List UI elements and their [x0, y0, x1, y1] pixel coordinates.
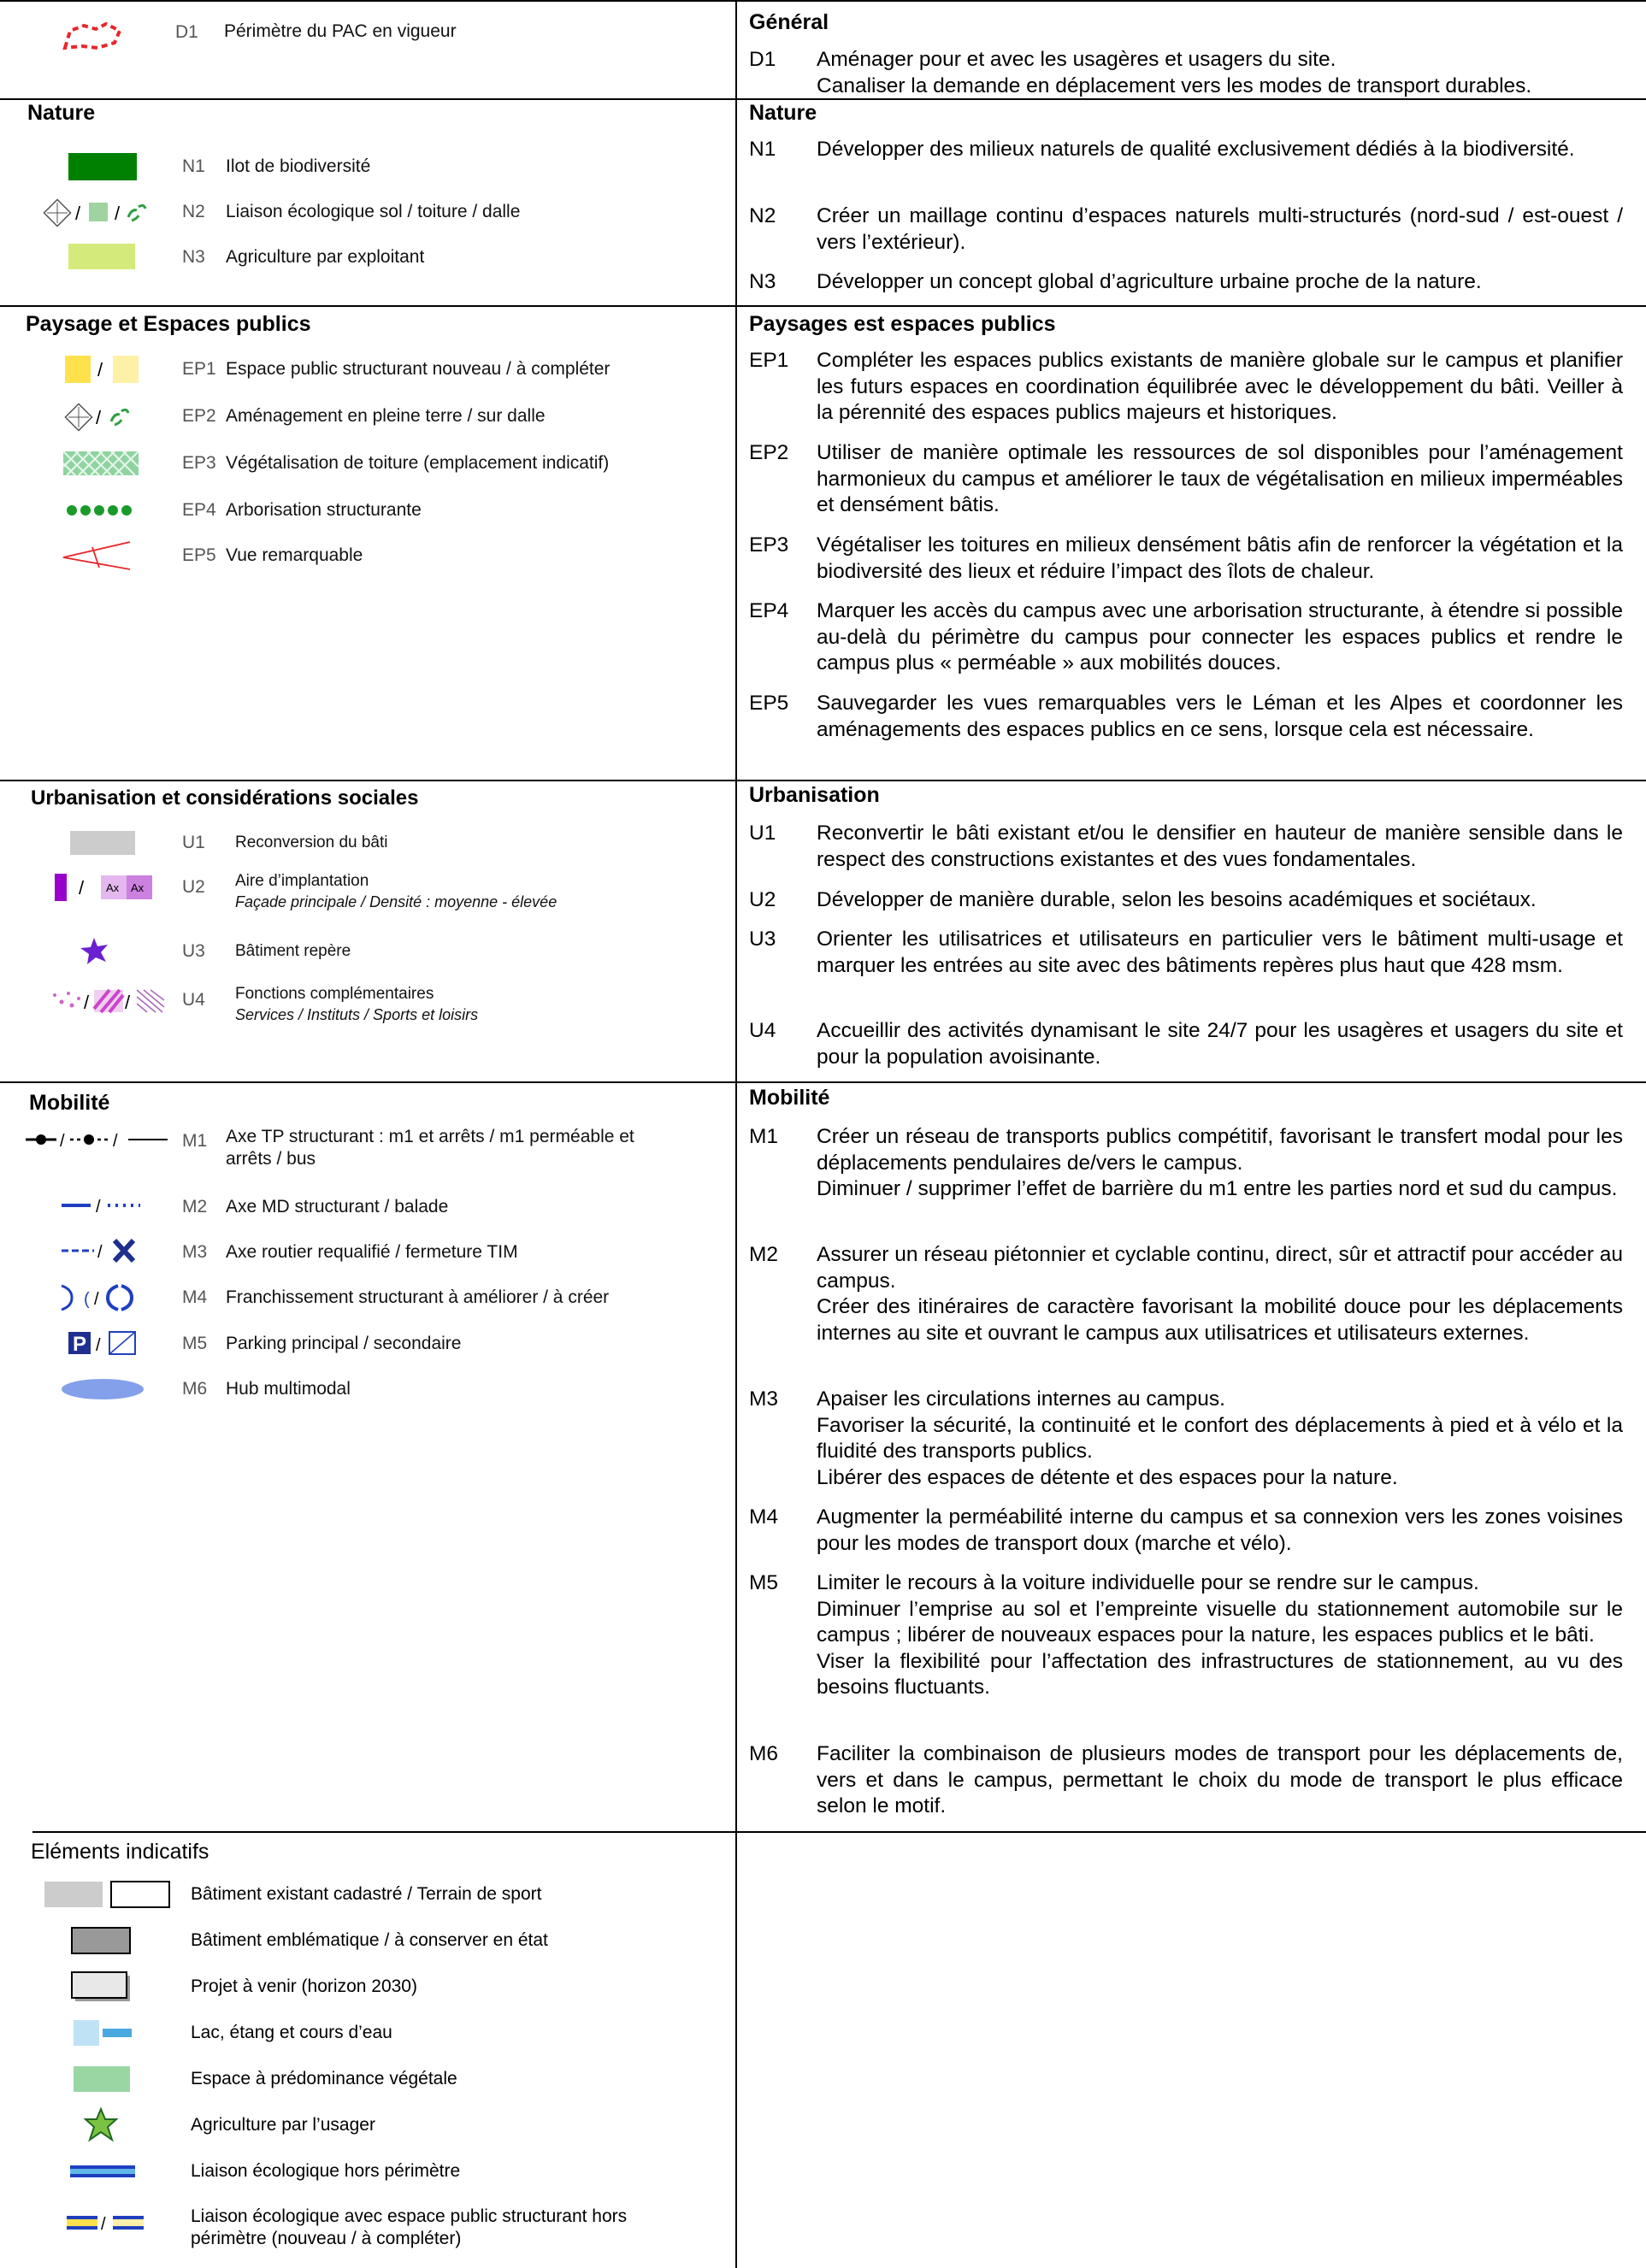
- rule: [32, 1831, 735, 1833]
- objective-code: U1: [749, 822, 776, 845]
- view-cone-icon: [60, 539, 145, 573]
- ground-planting-icon: [63, 399, 149, 433]
- objective-text: Reconvertir le bâti existant et/ou le densifier en hauteur de manière sensible dans le respect des constructions existantes et des vues fondamentales.: [817, 822, 1623, 871]
- objective-text: Végétaliser les toitures en milieux densément bâtis afin de renforcer la végétation et la biodiversité des lieux et réduire l’impact des îlots de chaleur.: [817, 533, 1623, 583]
- objective-text: Développer un concept global d’agriculture urbaine proche de la nature.: [817, 270, 1482, 293]
- objective-text: Utiliser de manière optimale les ressources de sol disponibles pour l’aménagement harmonieux du campus et améliorer le taux de végétalisation en milieux imperméables et densément bâtis.: [817, 441, 1623, 517]
- svg-text:/: /: [115, 203, 121, 224]
- legend-item-n1: [0, 150, 735, 184]
- objective-code: U4: [749, 1019, 776, 1042]
- indicative-label-line: périmètre (nouveau / à compléter): [191, 2229, 462, 2248]
- legend-item-u3: [0, 934, 735, 969]
- rule: [0, 305, 1646, 307]
- legend-code: U3: [182, 941, 205, 961]
- objective-code: U3: [749, 928, 776, 951]
- svg-text:/: /: [125, 992, 131, 1013]
- legend-code: U1: [182, 833, 205, 852]
- indicative-label: [191, 2206, 627, 2250]
- legend-label-main: Axe TP structurant : m1 et arrêts / m1 perméable et: [226, 1127, 634, 1146]
- transit-axis-icon: [24, 1124, 171, 1158]
- indicative-label: Agriculture par l’usager: [191, 2115, 375, 2135]
- svg-text:/: /: [84, 992, 90, 1013]
- objective-code: M3: [749, 1387, 779, 1411]
- objective-text: Marquer les accès du campus avec une arborisation structurante, à étendre si possible au-delà du périmètre du campus pour connecter les espaces publics et rendre le campus plus « perméable » aux mobilités douces.: [817, 599, 1623, 675]
- legend-item-m2: [0, 1190, 735, 1224]
- legend-code: D1: [175, 22, 198, 42]
- legend-code: M1: [182, 1131, 208, 1151]
- objective-code: M4: [749, 1505, 779, 1529]
- agriculture-star-icon: [82, 2107, 133, 2145]
- legend-label: [235, 870, 557, 911]
- legend-code: M2: [182, 1197, 208, 1216]
- legend-item-u1: [0, 826, 735, 860]
- legend-item-n3: [0, 240, 735, 274]
- green-roof-icon: [62, 446, 147, 480]
- objective-text: Faciliter la combinaison de plusieurs modes de transport pour les déplacements de, vers et dans le campus, permettant le choix du mode de transport le plus efficace selon le motif.: [817, 1742, 1623, 1818]
- section-title-mobilite: Mobilité: [29, 1091, 110, 1115]
- building-reconversion-swatch-icon: [68, 826, 145, 860]
- parking-letter: P: [73, 1333, 87, 1356]
- legend-item-ep2: [0, 399, 735, 433]
- indicative-item-agriculture-user: [0, 2107, 735, 2145]
- objective-code: EP1: [749, 349, 789, 372]
- legend-label: Espace public structurant nouveau / à compléter: [226, 359, 611, 379]
- ecological-link-icon: [43, 195, 154, 229]
- indicative-label: Espace à prédominance végétale: [191, 2069, 457, 2088]
- agriculture-swatch-icon: [67, 240, 139, 274]
- emblematic-building-icon: [70, 1923, 139, 1960]
- section-title-indicatifs: Eléments indicatifs: [31, 1840, 209, 1864]
- objective-code: EP4: [749, 599, 789, 622]
- objective-text: Orienter les utilisatrices et utilisateurs en particulier vers le bâtiment multi-usage et marquer les entrées au site avec des bâtiments repères plus haut que 428 msm.: [817, 928, 1623, 977]
- objective-text: Diminuer / supprimer l’effet de barrière du m1 entre les parties nord et sud du campus.: [817, 1177, 1618, 1201]
- svg-text:/: /: [96, 407, 102, 428]
- objective-text: Viser la flexibilité pour l’affectation des infrastructures de stationnement, au vu des besoins fluctuants.: [817, 1649, 1623, 1700]
- legend-code: M6: [182, 1379, 208, 1399]
- indicative-label-line: Liaison écologique avec espace public structurant hors: [191, 2206, 628, 2226]
- parking-icon: [67, 1327, 152, 1361]
- objective-text: Créer un réseau de transports publics compétitif, favorisant le transfert modal pour les déplacements pendulaires de/vers le campus.: [817, 1125, 1623, 1175]
- legend-code: M3: [182, 1242, 208, 1262]
- legend-item-m4: [0, 1281, 735, 1315]
- objective-code: M6: [749, 1742, 779, 1765]
- legend-item-u2: [0, 870, 735, 910]
- legend-item-m1: [0, 1124, 735, 1172]
- legend-label: [235, 983, 478, 1024]
- objective-text: Favoriser la sécurité, la continuité et le confort des déplacements à pied et à vélo et la fluidité des transports publics.: [817, 1413, 1623, 1464]
- objective-text: Libérer des espaces de détente et des espaces pour la nature.: [817, 1465, 1398, 1489]
- tree-row-icon: [65, 493, 150, 527]
- section-title-paysage: Paysage et Espaces publics: [26, 312, 311, 336]
- rule: [0, 1081, 1646, 1083]
- vegetation-area-icon: [72, 2061, 140, 2099]
- rule: [0, 780, 1646, 781]
- ecological-link-outside-icon: [68, 2153, 145, 2191]
- svg-text:/: /: [97, 1243, 103, 1262]
- objective-text: Sauvegarder les vues remarquables vers le Léman et les Alpes et coordonner les aménagements des espaces publics en ce sens, lorsque cela est nécessaire.: [817, 692, 1623, 741]
- legend-label: Ilot de biodiversité: [226, 156, 371, 176]
- indicative-item-ecological-link: [0, 2153, 735, 2191]
- legend-item-ep1: [0, 352, 735, 386]
- objective-text: Accueillir des activités dynamisant le site 24/7 pour les usagères et usagers du site et pour la population avoisinante.: [817, 1019, 1623, 1069]
- objective-text: Créer un maillage continu d’espaces naturels multi-structurés (nord-sud / est-ouest / vers l’extérieur).: [817, 204, 1623, 254]
- svg-text:/: /: [60, 1132, 65, 1151]
- legend-item-m5: [0, 1327, 735, 1361]
- objective-code: EP5: [749, 692, 789, 715]
- svg-text:/: /: [79, 877, 85, 898]
- objective-text: Aménager pour et avec les usagères et usagers du site.: [817, 48, 1336, 71]
- legend-label-sub: Services / Instituts / Sports et loisirs: [235, 1006, 479, 1023]
- indicative-item-ecological-link-public-space: [0, 2206, 735, 2257]
- legend-item-n2: [0, 195, 735, 229]
- objective-text: Développer de manière durable, selon les besoins académiques et sociétaux.: [817, 888, 1537, 911]
- legend-code: U4: [182, 990, 205, 1010]
- implantation-area-icon: [51, 870, 162, 904]
- legend-label: Périmètre du PAC en vigueur: [224, 21, 457, 41]
- svg-text:/: /: [96, 1336, 101, 1355]
- legend-code: N2: [182, 202, 205, 221]
- legend-item-m3: [0, 1235, 735, 1269]
- legend-item-ep4: [0, 493, 735, 527]
- indicative-item-existing-building: [0, 1876, 735, 1914]
- legend-label: Parking principal / secondaire: [226, 1334, 462, 1353]
- indicative-item-vegetation: [0, 2061, 735, 2099]
- objective-code: M2: [749, 1243, 779, 1266]
- column-divider: [735, 0, 737, 2268]
- crossing-icon: [58, 1281, 152, 1315]
- legend-label-main: Aire d’implantation: [235, 872, 369, 890]
- public-space-swatch-icon: [63, 352, 149, 386]
- legend-label: Franchissement structurant à améliorer / à créer: [226, 1287, 610, 1307]
- objective-text: Développer des milieux naturels de qualité exclusivement dédiés à la biodiversité.: [817, 138, 1575, 161]
- legend-label: Agriculture par exploitant: [226, 247, 425, 267]
- objective-text: Apaiser les circulations internes au campus.: [817, 1387, 1225, 1411]
- legend-item-m6: [0, 1372, 735, 1406]
- landmark-star-icon: [75, 934, 127, 969]
- water-icon: [72, 2015, 140, 2053]
- objective-code: N1: [749, 138, 776, 161]
- objective-text: Augmenter la perméabilité interne du campus et sa connexion vers les zones voisines pour les modes de transport doux (marche et vélo).: [817, 1505, 1623, 1555]
- density-chip: Ax: [106, 881, 120, 894]
- indicative-label: Lac, étang et cours d’eau: [191, 2023, 392, 2042]
- legend-code: M5: [182, 1334, 208, 1353]
- rule-top: [0, 0, 1646, 2]
- indicative-label: Projet à venir (horizon 2030): [191, 1976, 417, 1996]
- objective-code: EP3: [749, 533, 789, 557]
- legend-code: N1: [182, 156, 205, 176]
- section-title-general: Général: [749, 10, 829, 34]
- objective-code: N3: [749, 270, 776, 293]
- legend-label: Aménagement en pleine terre / sur dalle: [226, 406, 546, 426]
- legend-label: Vue remarquable: [226, 545, 363, 565]
- objective-code: M5: [749, 1571, 779, 1594]
- legend-code: N3: [182, 247, 205, 267]
- svg-text:/: /: [97, 359, 103, 380]
- legend-label: Végétalisation de toiture (emplacement indicatif): [226, 453, 610, 473]
- indicative-item-water: [0, 2015, 735, 2053]
- legend-label-main: arrêts / bus: [226, 1149, 316, 1169]
- perimeter-icon: [58, 21, 127, 55]
- legend-label: Arborisation structurante: [226, 500, 422, 520]
- legend-item-ep3: [0, 446, 735, 480]
- future-project-icon: [70, 1969, 139, 2006]
- svg-text:/: /: [75, 203, 81, 224]
- objective-code: D1: [749, 48, 776, 71]
- legend-item-u4: [0, 983, 735, 1023]
- objective-text: Créer des itinéraires de caractère favorisant la mobilité douce pour les déplacements internes au site et ouvrant le campus aux utilisatrices et utilisateurs externes.: [817, 1295, 1623, 1345]
- biodiversity-swatch-icon: [67, 150, 139, 184]
- objective-text: Limiter le recours à la voiture individuelle pour se rendre sur le campus.: [817, 1571, 1479, 1594]
- section-title-mobilite-right: Mobilité: [749, 1086, 830, 1110]
- existing-building-icon: [43, 1876, 180, 1914]
- indicative-label: Liaison écologique hors périmètre: [191, 2161, 461, 2181]
- section-title-urbanisation-right: Urbanisation: [749, 783, 880, 807]
- objective-text: Canaliser la demande en déplacement vers les modes de transport durables.: [817, 74, 1532, 97]
- svg-text:/: /: [101, 2215, 106, 2234]
- legend-label: Bâtiment repère: [235, 942, 351, 960]
- svg-text:/: /: [94, 1290, 99, 1309]
- legend-item-d1: [0, 21, 735, 55]
- legend-label-main: Fonctions complémentaires: [235, 985, 434, 1003]
- complementary-functions-icon: [50, 983, 169, 1017]
- legend-code: EP2: [182, 406, 216, 426]
- legend-label-sub: Façade principale / Densité : moyenne - élevée: [235, 893, 558, 910]
- indicative-label: Bâtiment emblématique / à conserver en état: [191, 1930, 548, 1950]
- legend-label: Axe MD structurant / balade: [226, 1197, 449, 1216]
- indicative-label: Bâtiment existant cadastré / Terrain de sport: [191, 1884, 542, 1904]
- section-title-urbanisation: Urbanisation et considérations sociales: [31, 786, 419, 810]
- legend-label: Liaison écologique sol / toiture / dalle: [226, 202, 521, 221]
- legend-code: EP4: [182, 500, 216, 520]
- section-title-nature-right: Nature: [749, 101, 817, 125]
- svg-text:(: (: [84, 1290, 90, 1309]
- multimodal-hub-icon: [58, 1372, 152, 1406]
- legend-label: Reconversion du bâti: [235, 834, 388, 851]
- objective-text: Diminuer l’emprise au sol et l’empreinte visuelle du stationnement automobile sur le campus ; libérer de nouveaux espaces pour la nature, les espaces publics et le bâti.: [817, 1597, 1623, 1647]
- soft-mobility-axis-icon: [58, 1190, 144, 1224]
- road-axis-icon: [58, 1235, 152, 1269]
- legend-code: EP1: [182, 359, 216, 379]
- objective-code: EP2: [749, 441, 789, 464]
- legend-label: [226, 1126, 634, 1170]
- objective-code: U2: [749, 888, 776, 911]
- legend-code: EP3: [182, 453, 216, 473]
- objective-text: Compléter les espaces publics existants de manière globale sur le campus et planifier les futurs espaces en coordination équilibrée avec le développement du bâti. Veiller à la pérennité des espaces publics majeurs et historiques.: [817, 349, 1623, 425]
- objective-text: Assurer un réseau piétonnier et cyclable continu, direct, sûr et attractif pour accéder au campus.: [817, 1243, 1623, 1293]
- ecological-link-public-space-icon: [65, 2206, 150, 2243]
- legend-code: U2: [182, 877, 205, 897]
- indicative-item-future-project: [0, 1969, 735, 2006]
- svg-text:/: /: [113, 1132, 118, 1151]
- legend-code: EP5: [182, 545, 216, 565]
- objective-code: M1: [749, 1125, 779, 1148]
- objective-code: N2: [749, 204, 776, 227]
- legend-item-ep5: [0, 539, 735, 573]
- legend-label: Hub multimodal: [226, 1379, 351, 1399]
- density-chip: Ax: [131, 881, 145, 894]
- indicative-item-emblematic-building: [0, 1923, 735, 1960]
- section-title-nature: Nature: [27, 101, 96, 125]
- legend-code: M4: [182, 1287, 208, 1307]
- section-title-paysage-right: Paysages est espaces publics: [749, 312, 1056, 336]
- legend-label: Axe routier requalifié / fermeture TIM: [226, 1242, 518, 1262]
- svg-text:/: /: [96, 1198, 101, 1216]
